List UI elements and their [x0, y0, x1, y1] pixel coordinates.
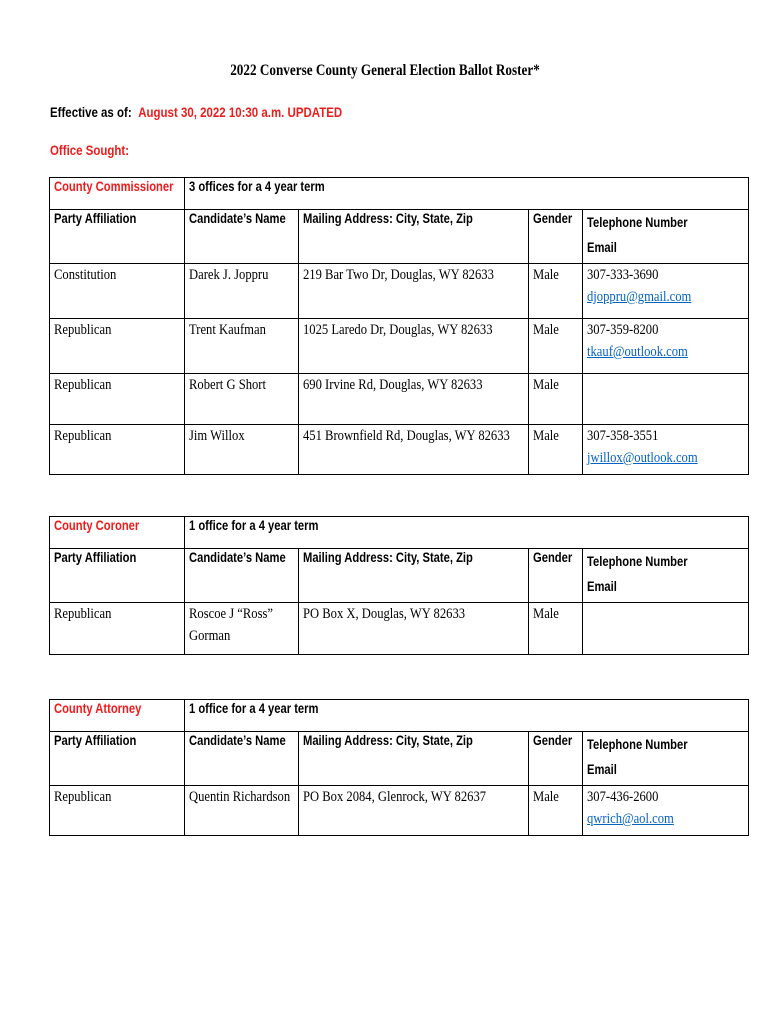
candidate-name-cell: Trent Kaufman [185, 319, 299, 374]
party-cell: Republican [50, 374, 185, 425]
party-cell: Republican [50, 603, 185, 655]
gender-cell: Male [529, 264, 583, 319]
gender-cell: Male [529, 786, 583, 836]
column-header-row [50, 732, 749, 786]
contact-cell [583, 374, 749, 425]
address-cell: 690 Irvine Rd, Douglas, WY 82633 [299, 374, 529, 425]
col-header-address: Mailing Address: City, State, Zip [299, 210, 529, 264]
gender-cell: Male [529, 374, 583, 425]
address-cell: 451 Brownfield Rd, Douglas, WY 82633 [299, 425, 529, 475]
gender-cell: Male [529, 603, 583, 655]
party-cell: Republican [50, 425, 185, 475]
address-cell: 1025 Laredo Dr, Douglas, WY 82633 [299, 319, 529, 374]
email-link[interactable]: tkauf@outlook.com [587, 344, 688, 360]
office-title: County Coroner [50, 517, 185, 549]
col-header-contact: Telephone Number Email [583, 732, 749, 786]
column-header-row [50, 549, 749, 603]
column-header-row [50, 210, 749, 264]
effective-label: Effective as of: [50, 104, 132, 120]
table-row [50, 264, 749, 319]
col-header-gender: Gender [529, 210, 583, 264]
candidate-name-cell: Darek J. Joppru [185, 264, 299, 319]
phone-number: 307-359-8200 [587, 322, 659, 338]
office-sought-label: Office Sought: [50, 142, 130, 158]
col-header-name: Candidate’s Name [185, 210, 299, 264]
col-header-contact: Telephone Number Email [583, 210, 749, 264]
candidate-name-cell: Jim Willox [185, 425, 299, 475]
office-term: 1 office for a 4 year term [185, 700, 749, 732]
col-header-contact: Telephone Number Email [583, 549, 749, 603]
party-cell: Constitution [50, 264, 185, 319]
contact-cell [583, 786, 749, 836]
office-term: 1 office for a 4 year term [185, 517, 749, 549]
gender-cell: Male [529, 319, 583, 374]
col-header-gender: Gender [529, 732, 583, 786]
col-header-name: Candidate’s Name [185, 549, 299, 603]
party-cell: Republican [50, 786, 185, 836]
col-header-gender: Gender [529, 549, 583, 603]
effective-date-line [50, 104, 342, 120]
table-row [50, 319, 749, 374]
address-cell: PO Box X, Douglas, WY 82633 [299, 603, 529, 655]
col-header-name: Candidate’s Name [185, 732, 299, 786]
contact-cell [583, 603, 749, 655]
table-row [50, 786, 749, 836]
office-table-county-commissioner [49, 177, 749, 475]
candidate-name-cell: Robert G Short [185, 374, 299, 425]
office-title: County Attorney [50, 700, 185, 732]
table-row [50, 425, 749, 475]
document-title: 2022 Converse County General Election Ballot Roster* [230, 62, 540, 79]
col-header-party: Party Affiliation [50, 732, 185, 786]
office-term: 3 offices for a 4 year term [185, 178, 749, 210]
col-header-address: Mailing Address: City, State, Zip [299, 732, 529, 786]
address-cell: PO Box 2084, Glenrock, WY 82637 [299, 786, 529, 836]
phone-number: 307-436-2600 [587, 789, 659, 805]
candidate-name-cell: Quentin Richardson [185, 786, 299, 836]
candidate-name-cell: Roscoe J “Ross” Gorman [185, 603, 299, 655]
contact-cell [583, 319, 749, 374]
gender-cell: Male [529, 425, 583, 475]
office-table-county-coroner [49, 516, 749, 655]
col-header-address: Mailing Address: City, State, Zip [299, 549, 529, 603]
col-header-party: Party Affiliation [50, 549, 185, 603]
address-cell: 219 Bar Two Dr, Douglas, WY 82633 [299, 264, 529, 319]
office-table-county-attorney [49, 699, 749, 836]
phone-number: 307-333-3690 [587, 267, 659, 283]
party-cell: Republican [50, 319, 185, 374]
email-link[interactable]: djoppru@gmail.com [587, 289, 692, 305]
phone-number: 307-358-3551 [587, 428, 659, 444]
contact-cell [583, 425, 749, 475]
table-row [50, 374, 749, 425]
table-row [50, 603, 749, 655]
col-header-party: Party Affiliation [50, 210, 185, 264]
effective-date: August 30, 2022 10:30 a.m. UPDATED [138, 104, 343, 120]
office-title: County Commissioner [50, 178, 185, 210]
contact-cell [583, 264, 749, 319]
email-link[interactable]: qwrich@aol.com [587, 811, 674, 827]
email-link[interactable]: jwillox@outlook.com [587, 450, 698, 466]
